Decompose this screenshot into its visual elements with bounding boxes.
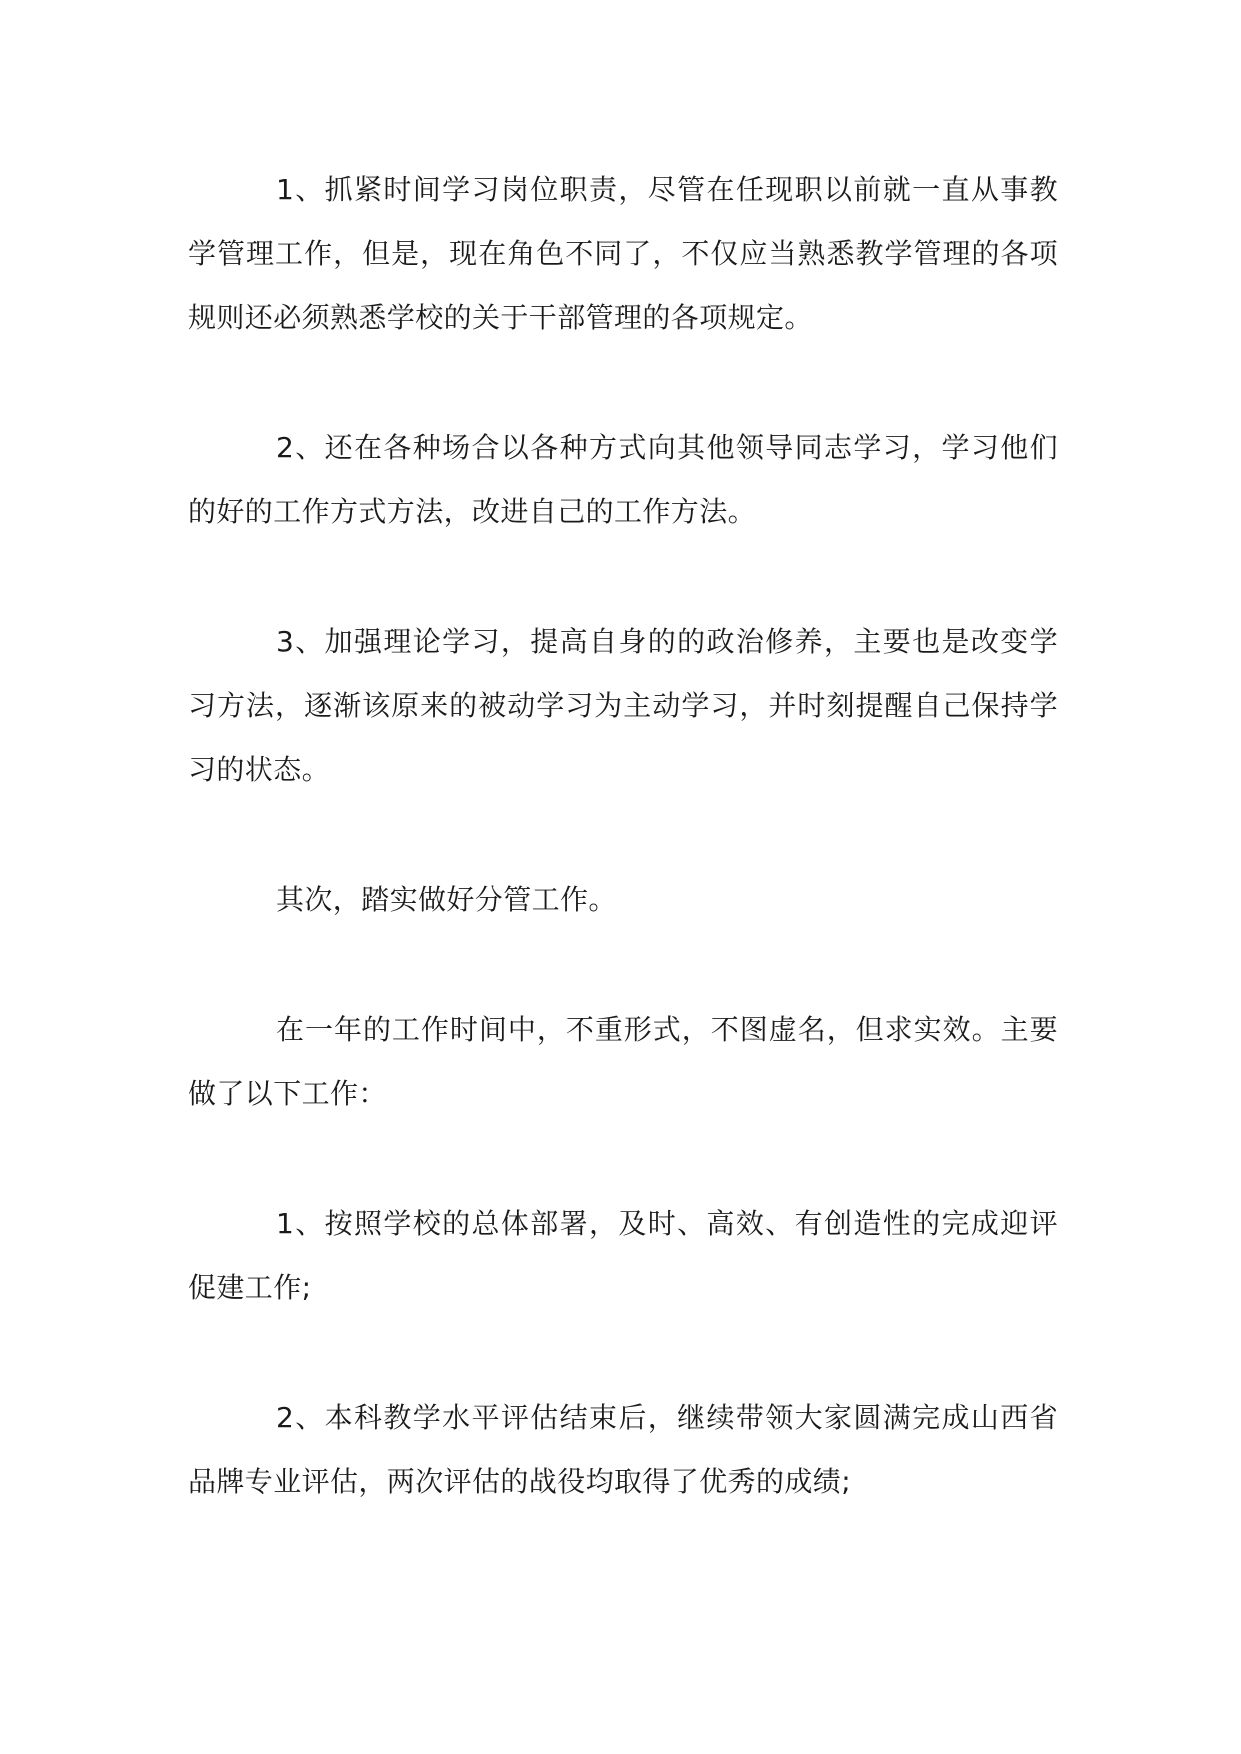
paragraph-work-summary: 在一年的工作时间中，不重形式，不图虚名，但求实效。主要做了以下工作：: [188, 1013, 1058, 1110]
paragraph-section-heading: 其次，踏实做好分管工作。: [276, 883, 617, 916]
paragraph-brand-evaluation: 2、本科教学水平评估结束后，继续带领大家圆满完成山西省品牌专业评估，两次评估的战役均取得了优秀的成绩;: [188, 1401, 1058, 1498]
paragraph-spacer: [188, 932, 1058, 998]
paragraph-theory-study: 3、加强理论学习，提高自身的的政治修养，主要也是改变学习方法，逐渐该原来的被动学习为主动学习，并时刻提醒自己保持学习的状态。: [188, 625, 1058, 786]
paragraph-spacer: [188, 544, 1058, 610]
paragraph-evaluation-work: 1、按照学校的总体部署，及时、高效、有创造性的完成迎评促建工作;: [188, 1207, 1058, 1304]
paragraph-learn-from-leaders: 2、还在各种场合以各种方式向其他领导同志学习，学习他们的好的工作方式方法，改进自己的工作方法。: [188, 431, 1058, 528]
paragraph-spacer: [188, 802, 1058, 868]
document-body: [188, 158, 1058, 1514]
paragraph-spacer: [188, 1320, 1058, 1386]
paragraph-study-duties: 1、抓紧时间学习岗位职责，尽管在任现职以前就一直从事教学管理工作，但是，现在角色不同了，不仅应当熟悉教学管理的各项规则还必须熟悉学校的关于干部管理的各项规定。: [188, 173, 1058, 334]
paragraph-spacer: [188, 1126, 1058, 1192]
paragraph-spacer: [188, 350, 1058, 416]
